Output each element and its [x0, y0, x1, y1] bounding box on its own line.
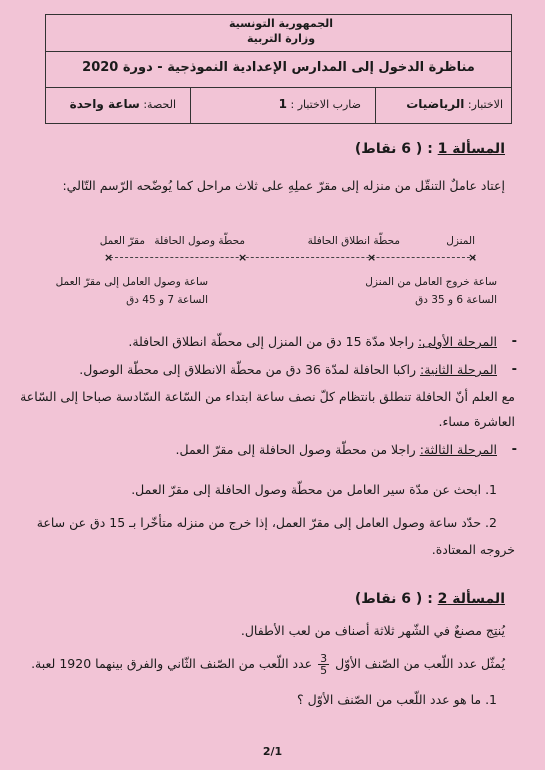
arrival-note-time: الساعة 7 و 45 دق — [126, 294, 208, 306]
republic-name: الجمهورية التونسية — [228, 17, 334, 30]
timeline-tick: × — [104, 251, 114, 264]
problem2-points: : ( 6 نقاط) — [354, 591, 433, 607]
timeline-tick: × — [367, 251, 377, 264]
stage2-text: راكبا الحافلة لمدّة 36 دق من محطّة الانطلاق إلى محطّة الوصول. — [79, 362, 421, 377]
problem2-line2 — [31, 653, 505, 676]
bullet: - — [511, 334, 517, 349]
exam-header — [45, 14, 512, 124]
header-title-row — [46, 51, 511, 88]
bullet: - — [511, 442, 517, 457]
timeline-tick: × — [238, 251, 248, 264]
bullet: - — [511, 362, 517, 377]
duration-value: ساعة واحدة — [69, 97, 140, 111]
stage3-label: المرحلة الثالثة: — [419, 442, 497, 457]
fraction-denominator: 5 — [320, 664, 328, 677]
coefficient-value: 1 — [278, 97, 287, 111]
problem1-title — [355, 141, 505, 157]
bus-note-line2: العاشرة مساء. — [438, 414, 515, 429]
header-divider — [375, 87, 376, 123]
station-bus-arrival: محطّة وصول الحافلة — [154, 235, 245, 247]
coefficient-cell — [279, 97, 361, 111]
coefficient-label: ضارب الاختبار : — [290, 98, 361, 111]
problem1-intro: إعتاد عاملٌ التنقّل من منزله إلى مقرّ عملِهِ على ثلاث مراحل كما يُوضّحه الرّسم التّالي: — [62, 178, 505, 193]
header-ministry-row — [46, 15, 511, 52]
stage1 — [128, 334, 497, 349]
problem2-question1: 1. ما هو عدد اللّعب من الصّنف الأوّل ؟ — [297, 692, 497, 707]
station-workplace: مقرّ العمل — [99, 235, 145, 247]
timeline-line — [110, 257, 475, 258]
problem2-heading: المسألة 2 — [437, 591, 505, 607]
station-home: المنزل — [446, 235, 475, 247]
departure-note-time: الساعة 6 و 35 دق — [415, 294, 497, 306]
stage3-text: راجلا من محطّة وصول الحافلة إلى مقرّ العمل. — [175, 442, 420, 457]
problem2-line2-end: عدد اللّعب من الصّنف الثّاني والفرق بينهما 1920 لعبة. — [31, 656, 313, 671]
header-divider — [190, 87, 191, 123]
station-bus-departure: محطّة انطلاق الحافلة — [307, 235, 400, 247]
subject-value: الرياضيات — [406, 97, 465, 111]
duration-label: الحصة: — [143, 98, 176, 111]
problem1-question2-line1: 2. حدّد ساعة وصول العامل إلى مقرّ العمل، إذا خرج من منزله متأخّرا بـ 15 دق عن ساعة — [36, 515, 497, 530]
problem1-points: : ( 6 نقاط) — [354, 141, 433, 157]
departure-note-label: ساعة خروج العامل من المنزل — [365, 276, 497, 288]
subject-cell — [406, 97, 503, 111]
stage3 — [176, 442, 497, 457]
stage2-label: المرحلة الثانية: — [420, 362, 497, 377]
timeline-tick: × — [468, 251, 478, 264]
stage1-text: راجلا مدّة 15 دق من المنزل إلى محطّة انطلاق الحافلة. — [128, 334, 418, 349]
ministry-name: وزارة التربية — [246, 32, 316, 45]
problem2-line2-start: يُمثّل عدد اللّعب من الصّنف الأوّل — [335, 656, 505, 671]
arrival-time-note — [56, 276, 208, 306]
problem1-question1: 1. ابحث عن مدّة سير العامل من محطّة وصول الحافلة إلى مقرّ العمل. — [131, 482, 497, 497]
problem1-heading: المسألة 1 — [437, 141, 505, 157]
stage2 — [79, 362, 497, 377]
header-info-row — [46, 87, 511, 123]
page-number: 2/1 — [262, 745, 283, 758]
duration-cell — [70, 97, 176, 111]
problem2-title — [355, 591, 505, 607]
departure-time-note — [365, 276, 497, 306]
stage1-label: المرحلة الأولى: — [417, 334, 497, 349]
problem2-line1: يُنتِج مصنعٌ في الشّهر ثلاثة أصناف من لعب الأطفال. — [240, 623, 505, 638]
exam-title: مناظرة الدخول إلى المدارس الإعدادية النموذجية - دورة 2020 — [82, 60, 475, 75]
problem1-question2-line2: خروجه المعتادة. — [431, 542, 515, 557]
arrival-note-label: ساعة وصول العامل إلى مقرّ العمل — [55, 276, 208, 288]
subject-label: الاختبار: — [467, 98, 503, 111]
bus-note-line1: مع العلم أنّ الحافلة تنطلق بانتظام كلّ نصف ساعة ابتداء من السّاعة السّادسة صباحا إلى السّاعة — [20, 389, 515, 404]
fraction-numerator: 3 — [320, 652, 328, 665]
fraction — [318, 653, 329, 676]
